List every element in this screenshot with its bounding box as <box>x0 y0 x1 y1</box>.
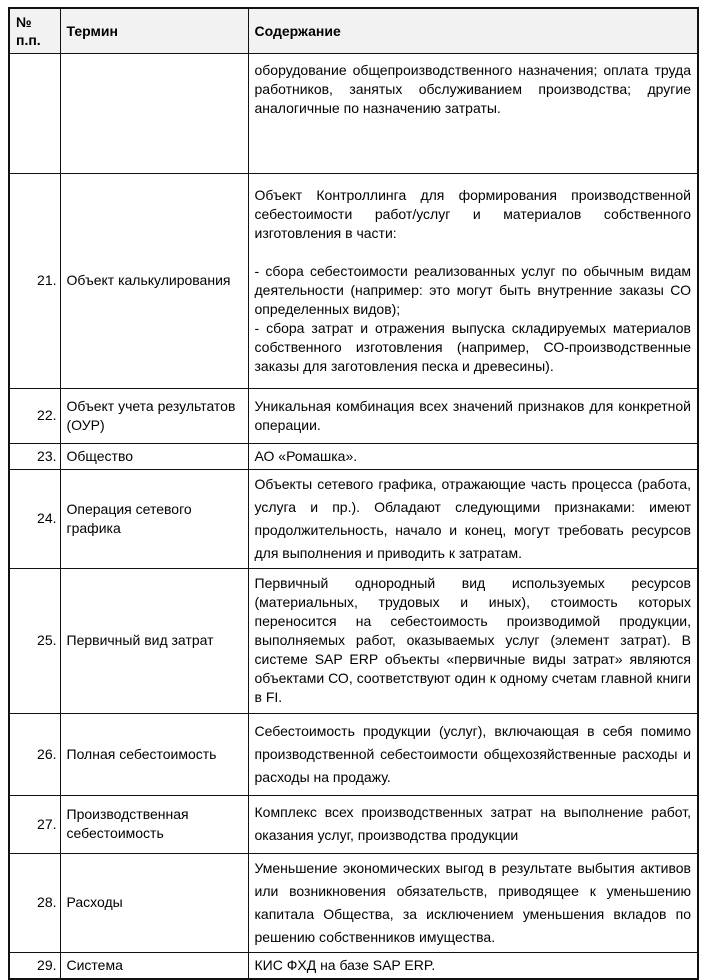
header-content: Содержание <box>248 8 698 53</box>
content-paragraph: Объекты сетевого графика, отражающие часть процесса (работа, услуга и пр.). Обладают следующими признаками: имеют продолжительность, начало и конец, могут требовать ресурсов для выполнения и приводить к затратам. <box>254 475 691 561</box>
table-row <box>9 469 698 568</box>
content-cell <box>248 388 698 443</box>
table-row <box>9 713 698 795</box>
row-number-cell: 29. <box>9 952 60 979</box>
header-term: Термин <box>60 8 248 53</box>
content-paragraph: Комплекс всех производственных затрат на выполнение работ, оказания услуг, производства продукции <box>254 804 691 843</box>
content-paragraph: КИС ФХД на базе SAP ERP. <box>254 956 436 973</box>
row-number-cell: 26. <box>9 713 60 795</box>
table-row <box>9 388 698 443</box>
header-num: № п.п. <box>9 8 60 53</box>
header-row <box>9 8 698 53</box>
table-body <box>9 53 698 979</box>
content-cell <box>248 795 698 853</box>
table-row <box>9 568 698 713</box>
content-paragraph: Уникальная комбинация всех значений признаков для конкретной операции. <box>254 397 691 433</box>
content-cell <box>248 173 698 388</box>
table-row <box>9 853 698 952</box>
content-paragraph: - сбора себестоимости реализованных услуг по обычным видам деятельности (например: это могут быть внутренние заказы СО определенных видов); <box>254 262 691 317</box>
table-row <box>9 952 698 979</box>
content-cell <box>248 568 698 713</box>
row-number-cell: 22. <box>9 388 60 443</box>
term-cell: Первичный вид затрат <box>60 568 248 713</box>
term-cell: Расходы <box>60 853 248 952</box>
content-paragraph: Себестоимость продукции (услуг), включающая в себя помимо производственной себестоимости общехозяйственные расходы и расходы на продажу. <box>254 722 691 785</box>
row-number-cell: 24. <box>9 469 60 568</box>
content-paragraph: Уменьшение экономических выгод в результате выбытия активов или возникновения обязательств, приводящее к уменьшению капитала Общества, за исключением уменьшения вкладов по решению собственников имущества. <box>254 859 691 945</box>
row-number-cell: 28. <box>9 853 60 952</box>
term-cell <box>60 53 248 173</box>
content-cell <box>248 853 698 952</box>
row-number-cell: 21. <box>9 173 60 388</box>
term-cell: Общество <box>60 443 248 469</box>
glossary-table <box>8 7 699 980</box>
term-cell: Производственная себестоимость <box>60 795 248 853</box>
row-number-cell: 23. <box>9 443 60 469</box>
content-paragraph: - сбора затрат и отражения выпуска складируемых материалов собственного изготовления (например, СО-производственные заказы для заготовления песка и древесины). <box>254 319 691 374</box>
table-row <box>9 53 698 173</box>
table-row <box>9 795 698 853</box>
table-header <box>9 8 698 53</box>
table-row <box>9 173 698 388</box>
content-cell <box>248 952 698 979</box>
row-number-cell: 27. <box>9 795 60 853</box>
content-paragraph <box>255 243 692 262</box>
term-cell: Полная себестоимость <box>60 713 248 795</box>
term-cell: Система <box>60 952 248 979</box>
content-paragraph: АО «Ромашка». <box>254 447 358 464</box>
row-number-cell: 25. <box>9 568 60 713</box>
content-cell <box>248 443 698 469</box>
term-cell: Объект учета результатов (ОУР) <box>60 388 248 443</box>
content-paragraph: Объект Контроллинга для формирования производственной себестоимости работ/услуг и материалов собственного изготовления в части: <box>254 186 691 241</box>
content-cell <box>248 53 698 173</box>
content-cell <box>248 469 698 568</box>
row-number-cell <box>9 53 60 173</box>
content-cell <box>248 713 698 795</box>
term-cell: Операция сетевого графика <box>60 469 248 568</box>
content-paragraph: Первичный однородный вид используемых ресурсов (материальных, трудовых и иных), стоимость которых переносится на себестоимость производимой продукции, выполняемых работ, оказываемых услуг (элемент затрат). В системе SAP ERP объекты «первичные виды затрат» являются объектами СО, соответствуют один к одному счетам главной книги в FI. <box>254 575 691 705</box>
term-cell: Объект калькулирования <box>60 173 248 388</box>
table-row <box>9 443 698 469</box>
content-paragraph: оборудование общепроизводственного назначения; оплата труда работников, занятых обслуживанием производства; другие аналогичные по назначению затраты. <box>254 61 691 116</box>
